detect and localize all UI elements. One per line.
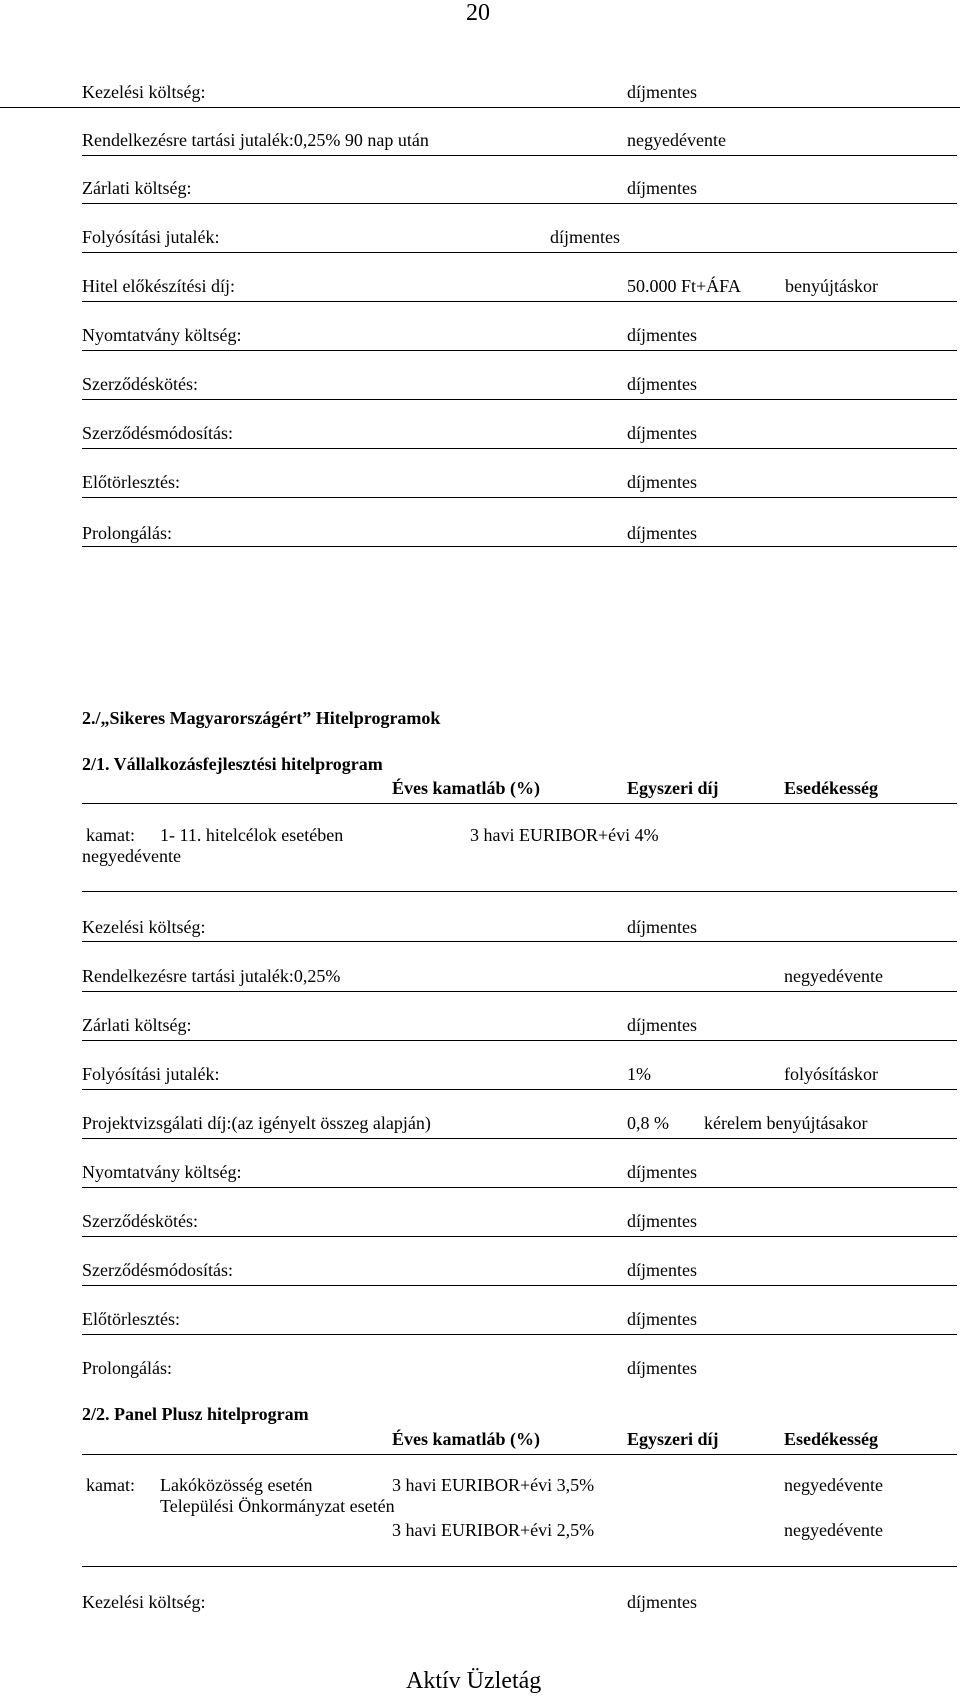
- fee-label: Előtörlesztés:: [82, 472, 180, 492]
- row-divider: [82, 252, 957, 253]
- fee-label: Nyomtatvány költség:: [82, 325, 242, 345]
- fee-value: díjmentes: [627, 1260, 697, 1280]
- subsection-heading: 2/2. Panel Plusz hitelprogram: [82, 1404, 309, 1424]
- fee-value: díjmentes: [627, 917, 697, 937]
- fee-label: Projektvizsgálati díj:(az igényelt összeg alapján): [82, 1113, 431, 1133]
- fee-value: negyedévente: [627, 130, 726, 150]
- fee-label: Rendelkezésre tartási jutalék:0,25% 90 nap után: [82, 130, 429, 150]
- fee-value: díjmentes: [627, 423, 697, 443]
- page-footer: Aktív Üzletág: [406, 1668, 542, 1694]
- fee-value: díjmentes: [627, 374, 697, 394]
- fee-label: Prolongálás:: [82, 523, 172, 543]
- page-number: 20: [466, 0, 490, 26]
- row-divider: [82, 350, 957, 351]
- row-divider: [82, 1566, 957, 1567]
- row-divider: [82, 1040, 957, 1041]
- row-divider: [82, 941, 957, 942]
- fee-label: Előtörlesztés:: [82, 1309, 180, 1329]
- header-rate: Éves kamatláb (%): [392, 1429, 540, 1449]
- row-divider: [82, 399, 957, 400]
- header-divider: [82, 1454, 957, 1455]
- row-divider: [82, 203, 957, 204]
- fee-label: Folyósítási jutalék:: [82, 1064, 220, 1084]
- fee-due: folyósításkor: [784, 1064, 878, 1084]
- header-due: Esedékesség: [784, 778, 878, 798]
- kamat-rate: 3 havi EURIBOR+évi 3,5%: [392, 1475, 595, 1495]
- fee-value: díjmentes: [627, 178, 697, 198]
- fee-label: Folyósítási jutalék:: [82, 227, 220, 247]
- fee-due: negyedévente: [784, 966, 883, 986]
- fee-value: díjmentes: [627, 1015, 697, 1035]
- kamat-text: 1- 11. hitelcélok esetében: [160, 825, 344, 845]
- fee-value: díjmentes: [627, 472, 697, 492]
- kamat-due: negyedévente: [784, 1520, 883, 1540]
- fee-label: Szerződésmódosítás:: [82, 423, 233, 443]
- header-rate: Éves kamatláb (%): [392, 778, 540, 798]
- row-divider: [82, 155, 957, 156]
- row-divider: [82, 891, 957, 892]
- row-divider: [82, 1285, 957, 1286]
- section-heading: 2./„Sikeres Magyarországért” Hitelprogramok: [82, 708, 441, 728]
- fee-label: Szerződéskötés:: [82, 374, 198, 394]
- header-fee: Egyszeri díj: [627, 1429, 719, 1449]
- kamat-text: Települési Önkormányzat esetén: [160, 1496, 395, 1516]
- fee-value: 1%: [627, 1064, 651, 1084]
- kamat-rate: 3 havi EURIBOR+évi 2,5%: [392, 1520, 595, 1540]
- fee-label: Zárlati költség:: [82, 1015, 192, 1035]
- fee-value: díjmentes: [627, 1358, 697, 1378]
- fee-label: Rendelkezésre tartási jutalék:0,25%: [82, 966, 341, 986]
- fee-value: díjmentes: [627, 523, 697, 543]
- kamat-label: kamat:: [86, 825, 135, 845]
- row-divider: [82, 1138, 957, 1139]
- row-divider: [82, 301, 957, 302]
- subsection-heading: 2/1. Vállalkozásfejlesztési hitelprogram: [82, 754, 383, 774]
- fee-value: díjmentes: [627, 1309, 697, 1329]
- fee-label: Szerződésmódosítás:: [82, 1260, 233, 1280]
- fee-label: Szerződéskötés:: [82, 1211, 198, 1231]
- fee-value: díjmentes: [550, 227, 620, 247]
- row-divider: [82, 1089, 957, 1090]
- fee-label: Prolongálás:: [82, 1358, 172, 1378]
- row-divider: [82, 1236, 957, 1237]
- fee-due: kérelem benyújtásakor: [704, 1113, 868, 1133]
- kamat-text: Lakóközösség esetén: [160, 1475, 313, 1495]
- fee-value: 0,8 %: [627, 1113, 669, 1133]
- fee-value: díjmentes: [627, 325, 697, 345]
- kamat-due: negyedévente: [82, 846, 181, 866]
- fee-label: Kezelési költség:: [82, 917, 206, 937]
- header-fee: Egyszeri díj: [627, 778, 719, 798]
- fee-value: díjmentes: [627, 1211, 697, 1231]
- row-divider: [82, 497, 957, 498]
- fee-value: díjmentes: [627, 1592, 697, 1612]
- kamat-rate: 3 havi EURIBOR+évi 4%: [470, 825, 659, 845]
- fee-value: 50.000 Ft+ÁFA: [627, 276, 741, 296]
- fee-value: díjmentes: [627, 1162, 697, 1182]
- header-divider: [82, 803, 957, 804]
- row-divider: [0, 107, 960, 108]
- fee-label: Hitel előkészítési díj:: [82, 276, 235, 296]
- fee-label: Kezelési költség:: [82, 82, 206, 102]
- fee-value: díjmentes: [627, 82, 697, 102]
- fee-due: benyújtáskor: [785, 276, 878, 296]
- row-divider: [82, 1334, 957, 1335]
- row-divider: [82, 546, 957, 547]
- kamat-due: negyedévente: [784, 1475, 883, 1495]
- fee-label: Kezelési költség:: [82, 1592, 206, 1612]
- row-divider: [82, 991, 957, 992]
- fee-label: Nyomtatvány költség:: [82, 1162, 242, 1182]
- header-due: Esedékesség: [784, 1429, 878, 1449]
- row-divider: [82, 448, 957, 449]
- kamat-label: kamat:: [86, 1475, 135, 1495]
- row-divider: [82, 1187, 957, 1188]
- fee-label: Zárlati költség:: [82, 178, 192, 198]
